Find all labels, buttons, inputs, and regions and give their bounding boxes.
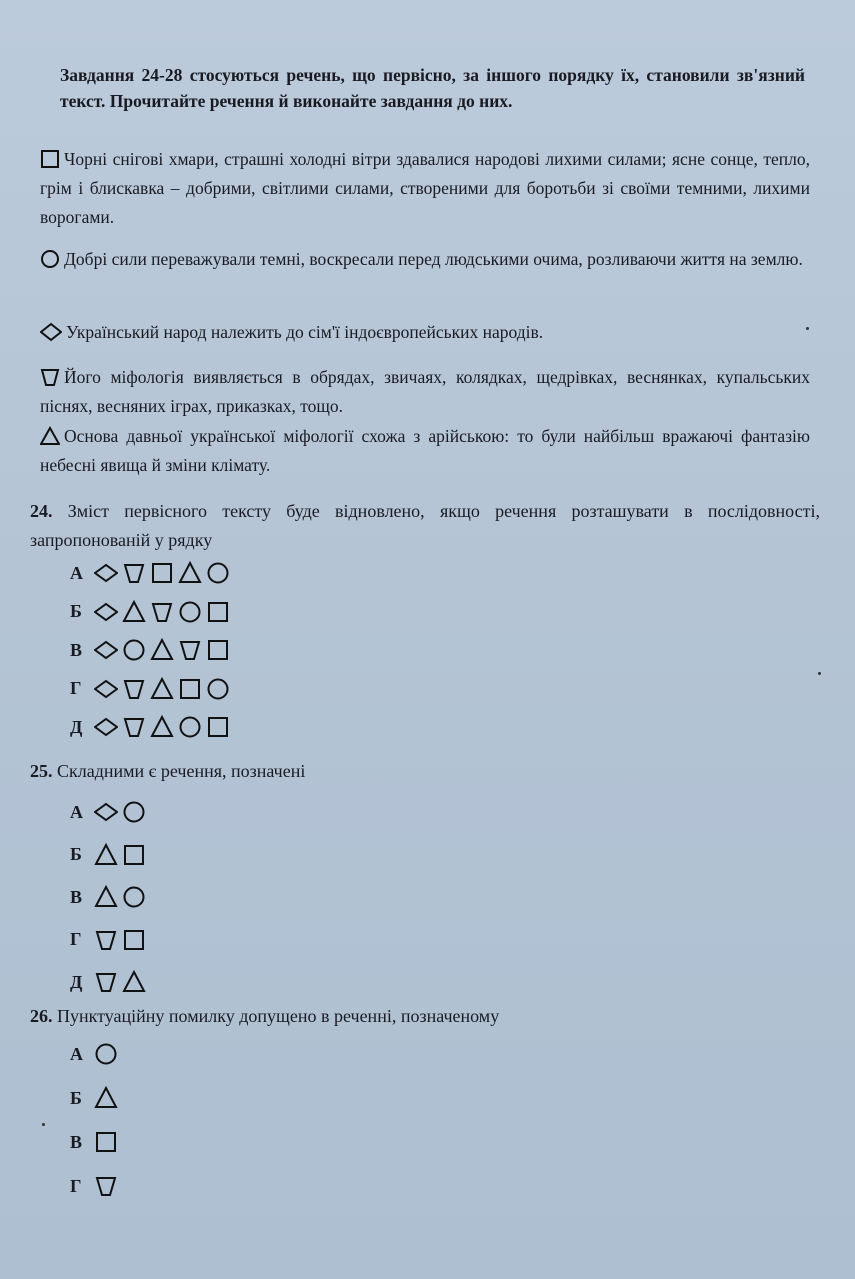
square-icon [150,561,174,585]
sentence-text: Добрі сили переважували темні, воскресали перед людськими очима, розливаючи життя на землю. [64,249,803,269]
trapezoid-icon [178,638,202,662]
trapezoid-icon [40,367,60,387]
question-number: 26. [30,1006,53,1026]
question-number: 25. [30,761,53,781]
answer-option [70,799,146,825]
answer-option [70,599,230,625]
diamond-icon [94,561,118,585]
trapezoid-icon [150,600,174,624]
square-icon [178,677,202,701]
sentence-text: Чорні снігові хмари, страшні холодні вітри здавалися народові лихими силами; ясне сонце, тепло, грім і блискавка – добрими, світлими силами, створеними для боротьби зі своїми темними, лихими ворогами. [40,149,810,227]
option-letter: Г [70,678,82,698]
question-25 [30,757,820,786]
option-letter: В [70,886,83,907]
sentence-diamond [40,318,810,347]
square-icon [206,638,230,662]
triangle-icon [94,1086,118,1110]
diamond-icon [94,677,118,701]
circle-icon [206,561,230,585]
sentence-trapezoid [40,363,810,421]
sentence-square [40,145,810,232]
answer-option [70,1041,118,1067]
circle-icon [40,249,60,269]
circle-icon [206,677,230,701]
sentence-circle [40,245,810,274]
triangle-icon [122,970,146,994]
diamond-icon [94,715,118,739]
trapezoid-icon [122,561,146,585]
triangle-icon [40,426,60,446]
sentence-text: Український народ належить до сім'ї індоєвропейських народів. [66,322,544,342]
square-icon [94,1130,118,1154]
question-number: 24. [30,501,53,521]
option-letter: Г [70,929,82,949]
option-letter: Б [70,1087,82,1108]
option-letter: Б [70,844,82,864]
question-text: Зміст первісного тексту буде відновлено, якщо речення розташувати в послідовності, запропонованій у рядку [30,501,820,550]
answer-option [70,1129,118,1155]
trapezoid-icon [94,970,118,994]
answer-option [70,884,146,910]
diamond-icon [40,322,62,342]
speck [818,672,821,675]
option-letter: Б [70,601,82,621]
question-26 [30,1002,820,1031]
option-letter: Г [70,1175,82,1196]
circle-icon [122,800,146,824]
circle-icon [178,715,202,739]
triangle-icon [122,600,146,624]
speck [806,327,809,330]
circle-icon [94,1042,118,1066]
answer-option [70,927,146,953]
answer-option [70,637,230,663]
triangle-icon [150,677,174,701]
sentence-text: Основа давньої української міфології схожа з арійською: то були найбільш вражаючі фантазію небесні явища й зміни клімату. [40,426,810,475]
square-icon [122,928,146,952]
question-24 [30,497,820,555]
option-letter: В [70,1131,83,1152]
triangle-icon [150,638,174,662]
triangle-icon [178,561,202,585]
sentence-text: Його міфологія виявляється в обрядах, звичаях, колядках, щедрівках, веснянках, купальських піснях, весняних іграх, приказках, тощо. [40,367,810,416]
trapezoid-icon [122,677,146,701]
speck [42,1123,45,1126]
square-icon [122,843,146,867]
answer-option [70,1173,118,1199]
circle-icon [122,638,146,662]
trapezoid-icon [94,1174,118,1198]
answer-option [70,560,230,586]
square-icon [206,715,230,739]
triangle-icon [94,885,118,909]
diamond-icon [94,600,118,624]
answer-option [70,1085,118,1111]
task-instructions: Завдання 24-28 стосуються речень, що первісно, за іншого порядку їх, становили зв'язний текст. Прочитайте речення й виконайте завдання до них. [60,65,805,111]
square-icon [206,600,230,624]
diamond-icon [94,638,118,662]
option-letter: А [70,801,83,822]
trapezoid-icon [122,715,146,739]
option-letter: А [70,562,83,583]
answer-option [70,676,230,702]
answer-option [70,969,146,995]
circle-icon [178,600,202,624]
answer-option [70,842,146,868]
option-letter: Д [70,716,83,737]
option-letter: В [70,639,83,660]
square-icon [40,149,60,169]
circle-icon [122,885,146,909]
triangle-icon [150,715,174,739]
question-text: Пунктуаційну помилку допущено в реченні, позначеному [57,1006,500,1026]
sentence-triangle [40,422,810,480]
trapezoid-icon [94,928,118,952]
triangle-icon [94,843,118,867]
answer-option [70,714,230,740]
option-letter: А [70,1043,83,1064]
diamond-icon [94,800,118,824]
question-text: Складними є речення, позначені [57,761,306,781]
option-letter: Д [70,971,83,992]
